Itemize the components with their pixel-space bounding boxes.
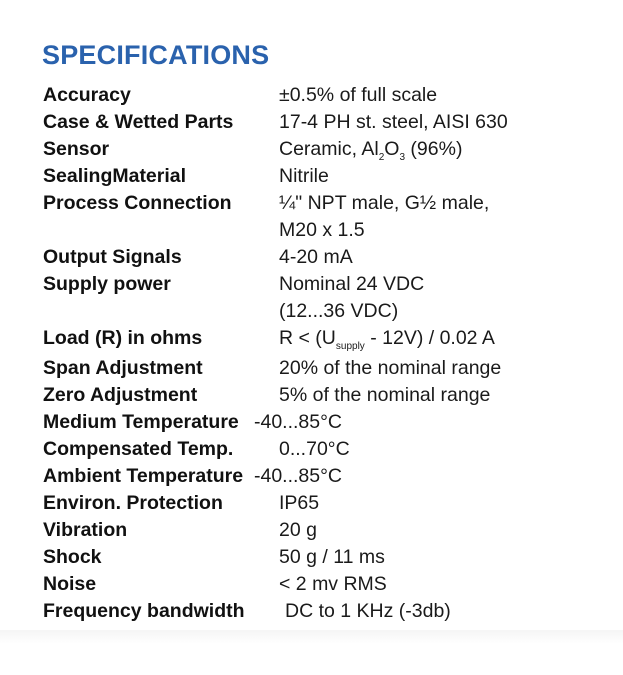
- spec-label: Case & Wetted Parts: [43, 111, 234, 133]
- spec-value: 20 g: [279, 519, 317, 541]
- spec-value: -40...85°C: [254, 411, 343, 433]
- spec-value: 5% of the nominal range: [279, 384, 491, 406]
- spec-label: Accuracy: [43, 84, 131, 106]
- spec-value: IP65: [279, 492, 320, 514]
- page-title: SPECIFICATIONS: [42, 40, 270, 70]
- spec-label: Ambient Temperature: [43, 465, 244, 487]
- spec-label: Compensated Temp.: [43, 438, 234, 460]
- spec-value-continuation: M20 x 1.5: [279, 219, 365, 241]
- spec-label: Frequency bandwidth: [43, 600, 245, 622]
- page-bottom-shadow: [0, 630, 623, 644]
- spec-value: -40...85°C: [254, 465, 343, 487]
- spec-value: DC to 1 KHz (-3db): [285, 600, 451, 622]
- spec-label: Noise: [43, 573, 97, 595]
- spec-value: 50 g / 11 ms: [279, 546, 385, 568]
- spec-value: ¼" NPT male, G½ male,: [279, 192, 490, 214]
- spec-label: Span Adjustment: [43, 357, 203, 379]
- spec-value: Nitrile: [279, 165, 329, 187]
- spec-label: Load (R) in ohms: [43, 327, 203, 349]
- spec-value: < 2 mv RMS: [279, 573, 387, 595]
- spec-value: 0...70°C: [279, 438, 350, 460]
- spec-label: Process Connection: [43, 192, 232, 214]
- spec-value: ±0.5% of full scale: [279, 84, 438, 106]
- spec-label: Output Signals: [43, 246, 182, 268]
- spec-value: 4-20 mA: [279, 246, 353, 268]
- spec-value: Nominal 24 VDC: [279, 273, 425, 295]
- spec-label: Zero Adjustment: [43, 384, 198, 406]
- spec-value: Ceramic, $Al_2O_3$ (96%): [279, 138, 463, 163]
- spec-value: $R < (U_{supply} - 12V) / 0.02$ A: [279, 327, 495, 352]
- spec-label: Medium Temperature: [43, 411, 239, 433]
- spec-value: 20% of the nominal range: [279, 357, 502, 379]
- spec-value: 17-4 PH st. steel, AISI 630: [279, 111, 508, 133]
- spec-label: Vibration: [43, 519, 128, 541]
- spec-label: Sensor: [43, 138, 110, 160]
- spec-label: Supply power: [43, 273, 171, 295]
- spec-label: SealingMaterial: [43, 165, 187, 187]
- spec-value-continuation: (12...36 VDC): [279, 300, 399, 322]
- spec-label: Environ. Protection: [43, 492, 223, 514]
- spec-label: Shock: [43, 546, 102, 568]
